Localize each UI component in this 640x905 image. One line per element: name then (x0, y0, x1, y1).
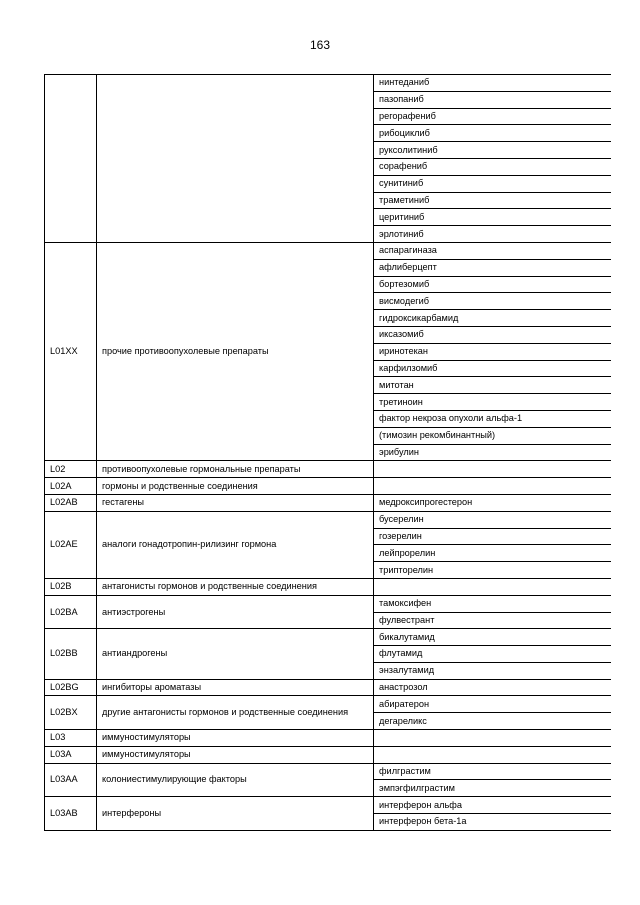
table-row (45, 511, 611, 528)
table-row (45, 478, 611, 495)
table-row (45, 75, 611, 92)
drug-name-cell: бикалутамид (374, 629, 611, 646)
group-name-cell: антиэстрогены (97, 595, 374, 629)
group-name-cell: интерфероны (97, 797, 374, 831)
drug-name-cell (374, 578, 611, 595)
group-name-cell: аналоги гонадотропин-рилизинг гормона (97, 511, 374, 578)
atc-drug-table (44, 74, 611, 831)
drug-name-cell: гозерелин (374, 528, 611, 545)
drug-name-cell: (тимозин рекомбинантный) (374, 427, 611, 444)
drug-name-cell: фулвестрант (374, 612, 611, 629)
table-row (45, 461, 611, 478)
atc-code-cell: L02BA (45, 595, 97, 629)
table-row (45, 797, 611, 814)
drug-name-cell: карфилзомиб (374, 360, 611, 377)
drug-name-cell: дегареликс (374, 713, 611, 730)
drug-name-cell: лейпрорелин (374, 545, 611, 562)
drug-name-cell: медроксипрогестерон (374, 494, 611, 511)
atc-code-cell (45, 75, 97, 243)
atc-code-cell: L02BG (45, 679, 97, 696)
drug-name-cell: рибоциклиб (374, 125, 611, 142)
drug-name-cell: бортезомиб (374, 276, 611, 293)
atc-code-cell: L02B (45, 578, 97, 595)
drug-name-cell (374, 746, 611, 763)
drug-name-cell: сорафениб (374, 158, 611, 175)
drug-name-cell: эмпэгфилграстим (374, 780, 611, 797)
table-row (45, 679, 611, 696)
drug-name-cell: эрлотиниб (374, 226, 611, 243)
group-name-cell: колониестимулирующие факторы (97, 763, 374, 797)
table-row (45, 730, 611, 747)
drug-name-cell (374, 730, 611, 747)
drug-name-cell: траметиниб (374, 192, 611, 209)
atc-code-cell: L02BB (45, 629, 97, 679)
group-name-cell: прочие противоопухолевые препараты (97, 242, 374, 460)
atc-code-cell: L02AB (45, 494, 97, 511)
group-name-cell (97, 75, 374, 243)
page-number: 163 (309, 38, 331, 52)
drug-name-cell: пазопаниб (374, 91, 611, 108)
table-row (45, 629, 611, 646)
drug-name-cell: интерферон альфа (374, 797, 611, 814)
drug-name-cell: нинтеданиб (374, 75, 611, 92)
atc-code-cell: L03AB (45, 797, 97, 831)
group-name-cell: гормоны и родственные соединения (97, 478, 374, 495)
table-row (45, 746, 611, 763)
group-name-cell: иммуностимуляторы (97, 746, 374, 763)
drug-name-cell: фактор некроза опухоли альфа-1 (374, 410, 611, 427)
group-name-cell: ингибиторы ароматазы (97, 679, 374, 696)
drug-name-cell: тамоксифен (374, 595, 611, 612)
atc-code-cell: L03 (45, 730, 97, 747)
table-row (45, 763, 611, 780)
drug-name-cell: афлиберцепт (374, 259, 611, 276)
drug-name-cell: филграстим (374, 763, 611, 780)
drug-name-cell: гидроксикарбамид (374, 310, 611, 327)
atc-code-cell: L02AE (45, 511, 97, 578)
drug-name-cell: митотан (374, 377, 611, 394)
drug-name-cell: анастрозол (374, 679, 611, 696)
drug-name-cell: церитиниб (374, 209, 611, 226)
atc-code-cell: L03A (45, 746, 97, 763)
drug-name-cell: энзалутамид (374, 662, 611, 679)
group-name-cell: противоопухолевые гормональные препараты (97, 461, 374, 478)
drug-name-cell: трипторелин (374, 562, 611, 579)
drug-name-cell: третиноин (374, 394, 611, 411)
group-name-cell: другие антагонисты гормонов и родственные соединения (97, 696, 374, 730)
drug-name-cell (374, 478, 611, 495)
drug-name-cell: сунитиниб (374, 175, 611, 192)
table-row (45, 696, 611, 713)
drug-name-cell: регорафениб (374, 108, 611, 125)
drug-name-cell: флутамид (374, 646, 611, 663)
group-name-cell: антагонисты гормонов и родственные соединения (97, 578, 374, 595)
drug-name-cell: иринотекан (374, 343, 611, 360)
group-name-cell: иммуностимуляторы (97, 730, 374, 747)
drug-name-cell: аспарагиназа (374, 242, 611, 259)
atc-code-cell: L01XX (45, 242, 97, 460)
group-name-cell: гестагены (97, 494, 374, 511)
drug-name-cell: висмодегиб (374, 293, 611, 310)
atc-code-cell: L03AA (45, 763, 97, 797)
atc-code-cell: L02 (45, 461, 97, 478)
table-row (45, 242, 611, 259)
atc-code-cell: L02A (45, 478, 97, 495)
group-name-cell: антиандрогены (97, 629, 374, 679)
drug-name-cell: интерферон бета-1a (374, 814, 611, 831)
table-row (45, 578, 611, 595)
drug-name-cell: руксолитиниб (374, 142, 611, 159)
drug-name-cell (374, 461, 611, 478)
drug-name-cell: абиратерон (374, 696, 611, 713)
drug-name-cell: эрибулин (374, 444, 611, 461)
drug-name-cell: иксазомиб (374, 326, 611, 343)
table-row (45, 595, 611, 612)
table-body (45, 75, 611, 831)
drug-name-cell: бусерелин (374, 511, 611, 528)
atc-code-cell: L02BX (45, 696, 97, 730)
table-row (45, 494, 611, 511)
